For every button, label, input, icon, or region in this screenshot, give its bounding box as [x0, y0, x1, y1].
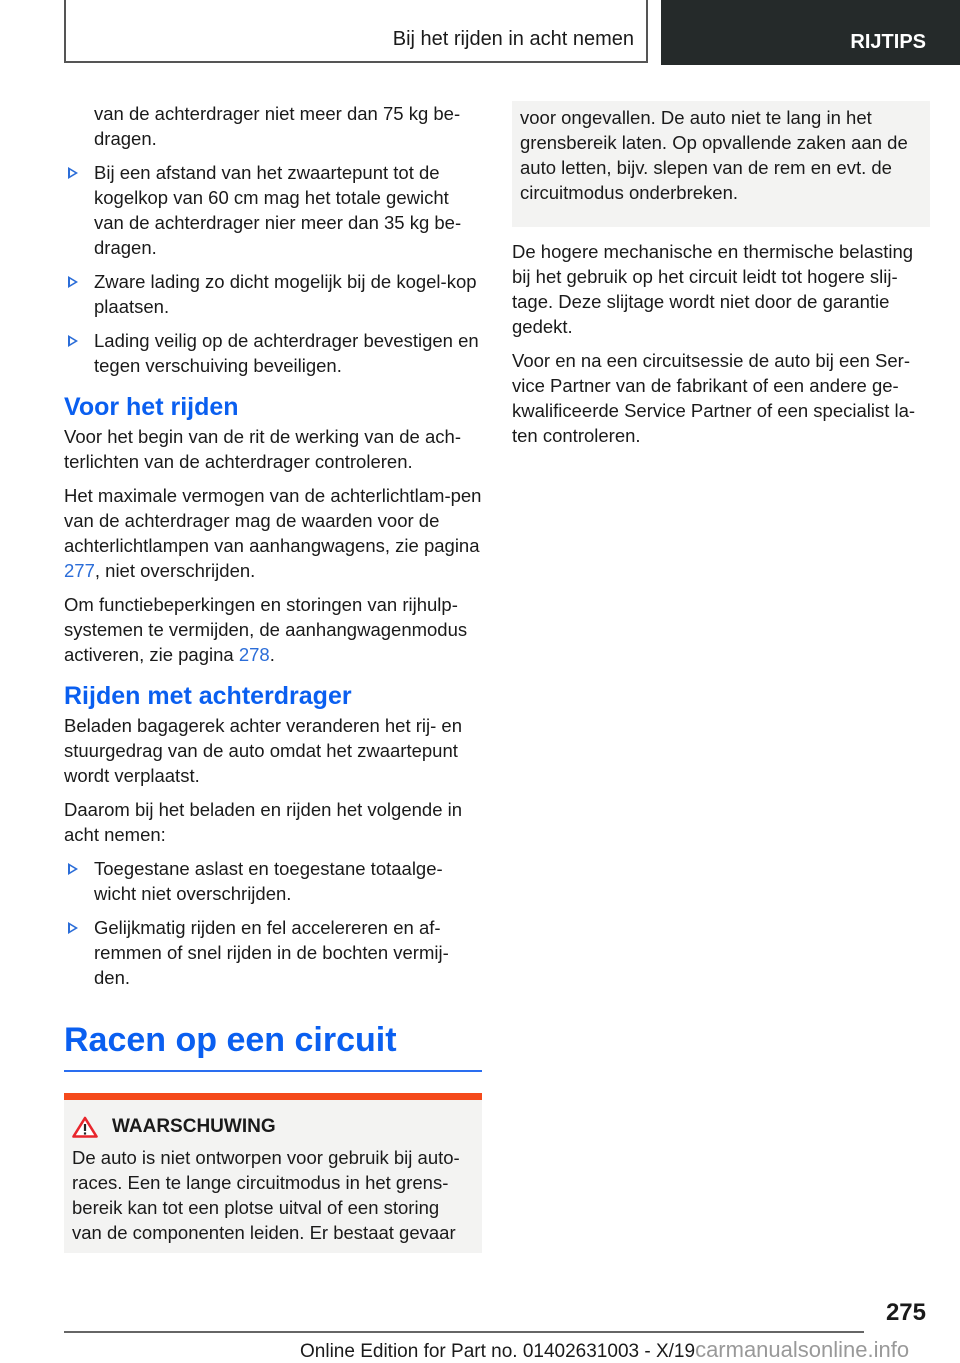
header-chapter-label: RIJTIPS — [850, 31, 926, 53]
list-item: Gelijkmatig rijden en fel accelereren en af-remmen of snel rijden in de bochten vermij-den. — [64, 915, 482, 990]
page-link-277[interactable]: 277 — [64, 560, 95, 581]
left-column — [64, 101, 482, 1253]
paragraph: Het maximale vermogen van de achterlichtlam-pen van de achterdrager mag de waarden voor de achterlichtlampen van aanhangwagens, zie pagina 277, niet overschrijden. — [64, 485, 482, 581]
paragraph: De hogere mechanische en thermische belasting bij het gebruik op het circuit leidt tot hogere slij-tage. Deze slijtage wordt niet door de garantie gedekt. — [512, 241, 914, 337]
triangle-bullet-icon — [68, 863, 78, 875]
triangle-bullet-icon — [68, 276, 78, 288]
warning-triangle-icon — [72, 1116, 98, 1138]
triangle-bullet-icon — [68, 167, 78, 179]
header-chapter-tab — [661, 0, 960, 65]
warning-box-continued: voor ongevallen. De auto niet te lang in het grensbereik laten. Op opvallende zaken aan de auto letten, bijv. slepen van de rem en evt. de circuitmodus onderbreken. — [512, 101, 930, 227]
watermark: carmanualsonline.info — [695, 1337, 910, 1362]
list-item: Toegestane aslast en toegestane totaalge-wicht niet overschrijden. — [64, 856, 482, 906]
page-number: 275 — [885, 1299, 926, 1326]
paragraph: Voor het begin van de rit de werking van de ach-terlichten van de achterdrager controleren. — [64, 426, 461, 472]
triangle-bullet-icon — [68, 335, 78, 347]
warning-title: WAARSCHUWING — [72, 1114, 474, 1139]
paragraph: Beladen bagagerek achter veranderen het rij- en stuurgedrag van de auto omdat het zwaartepunt wordt verplaatst. — [64, 715, 463, 786]
paragraph: Daarom bij het beladen en rijden het volgende in acht nemen: — [64, 799, 463, 845]
heading-voor-het-rijden: Voor het rijden — [64, 393, 239, 421]
triangle-bullet-icon — [68, 922, 78, 934]
paragraph: Om functiebeperkingen en storingen van rijhulp-systemen te vermijden, de aanhangwagenmodus activeren, zie pagina 278. — [64, 594, 468, 665]
list-item: Zware lading zo dicht mogelijk bij de kogel-kop plaatsen. — [64, 269, 482, 319]
list-item: Bij een afstand van het zwaartepunt tot de kogelkop van 60 cm mag het totale gewicht van de achterdrager nier meer dan 35 kg be-dragen. — [64, 160, 482, 260]
bullet-list-rijden — [64, 856, 482, 990]
warning-box — [64, 1093, 482, 1253]
warning-text: De auto is niet ontworpen voor gebruik bij auto-races. Een te lange circuitmodus in het grens-bereik kan tot een plotse uitval of een storing van de componenten leiden. Er bestaat gevaar — [72, 1147, 460, 1243]
list-item: Lading veilig op de achterdrager bevestigen en tegen verschuiving beveiligen. — [64, 328, 482, 378]
footer-divider — [64, 1331, 864, 1333]
footer — [300, 1337, 909, 1363]
paragraph: Voor en na een circuitsessie de auto bij een Ser-vice Partner van de fabrikant of een andere ge-kwalificeerde Service Partner of een specialist la-ten controleren. — [512, 350, 916, 446]
edition-text: Online Edition for Part no. 01402631003 - X/19 — [300, 1341, 696, 1362]
right-column — [512, 101, 930, 457]
heading-racen-op-een-circuit: Racen op een circuit — [64, 1018, 482, 1072]
continued-paragraph: van de achterdrager niet meer dan 75 kg be-dragen. — [94, 103, 461, 149]
header-section-title: Bij het rijden in acht nemen — [392, 28, 634, 50]
page-link-278[interactable]: 278 — [238, 644, 270, 665]
bullet-list-top — [64, 160, 482, 378]
heading-rijden-met-achterdrager: Rijden met achterdrager — [64, 682, 352, 710]
header-section-box — [64, 0, 648, 63]
